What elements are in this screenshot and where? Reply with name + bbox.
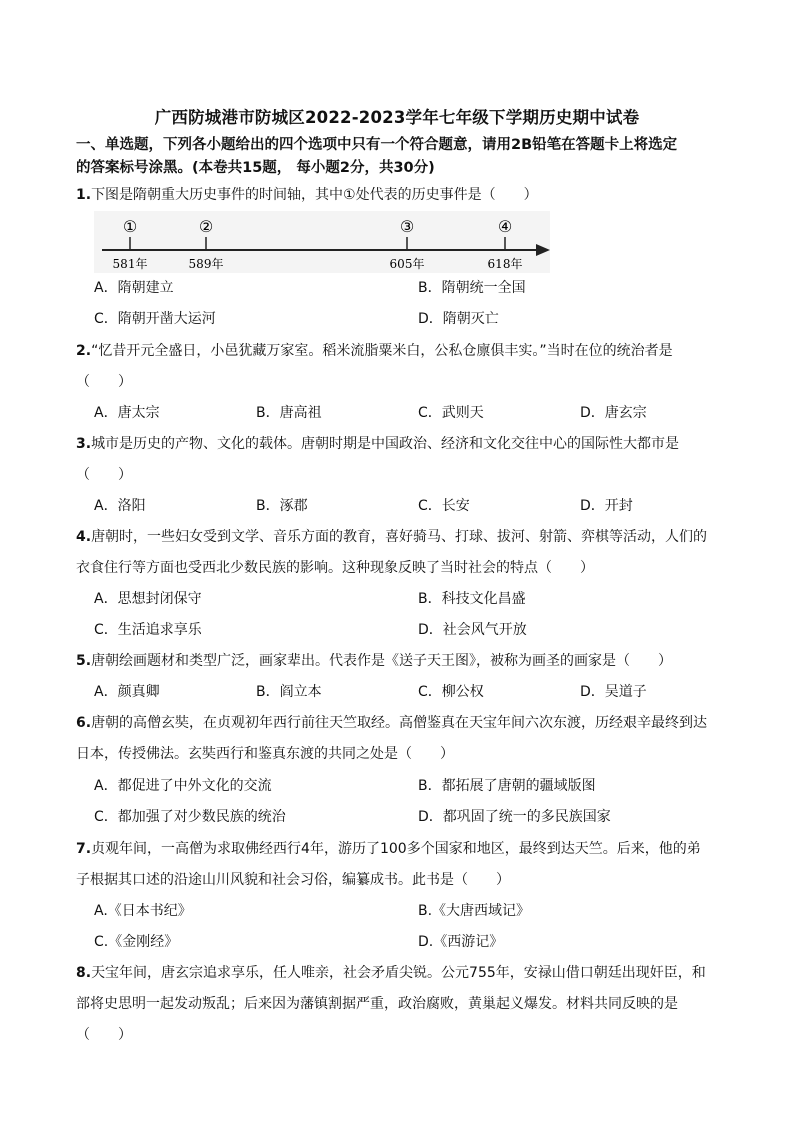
question-line: （ ） — [76, 467, 132, 483]
option-b[interactable]: B．涿郡 — [256, 498, 308, 514]
option-c[interactable]: C．柳公权 — [418, 684, 484, 700]
option-d[interactable]: D．都巩固了统一的多民族国家 — [418, 809, 611, 825]
options-row — [94, 398, 774, 429]
question-line: 6.唐朝的高僧玄奘，在贞观初年西行前往天竺取经。高僧鉴真在天宝年间六次东渡，历经艰辛最终到达 — [76, 715, 708, 731]
question-number: 7. — [76, 841, 92, 857]
question-2 — [76, 336, 776, 398]
option-d[interactable]: D．吴道子 — [580, 684, 647, 700]
section-line-2: 的答案标号涂黑。(本卷共15题， 每小题2分，共30分) — [76, 160, 435, 176]
option-c[interactable]: C．生活追求享乐 — [94, 622, 202, 638]
option-c[interactable]: C．隋朝开凿大运河 — [94, 311, 216, 327]
option-a[interactable]: A．隋朝建立 — [94, 280, 174, 296]
question-3 — [76, 429, 776, 491]
marker-3: ③ — [399, 217, 415, 236]
question-number: 8. — [76, 965, 92, 981]
options-row — [94, 491, 774, 522]
option-b[interactable]: B．阎立本 — [256, 684, 322, 700]
year-label-2: 589年 — [188, 257, 224, 271]
question-number: 3. — [76, 436, 92, 452]
question-line: 衣食住行等方面也受西北少数民族的影响。这种现象反映了当时社会的特点（ ） — [76, 560, 594, 576]
options-row — [94, 677, 774, 708]
question-number: 2. — [76, 343, 92, 359]
year-label-4: 618年 — [487, 257, 523, 271]
option-c[interactable]: C.《金刚经》 — [94, 934, 179, 950]
option-d[interactable]: D．社会风气开放 — [418, 622, 527, 638]
question-number: 1. — [76, 187, 92, 203]
option-d[interactable]: D．唐玄宗 — [580, 405, 647, 421]
option-b[interactable]: B．都拓展了唐朝的疆域版图 — [418, 778, 596, 794]
option-c[interactable]: C．都加强了对少数民族的统治 — [94, 809, 286, 825]
question-line: 日本，传授佛法。玄奘西行和鉴真东渡的共同之处是（ ） — [76, 746, 454, 762]
option-d[interactable]: D．隋朝灭亡 — [418, 311, 499, 327]
options-row — [94, 927, 774, 958]
option-b[interactable]: B．隋朝统一全国 — [418, 280, 526, 296]
option-a[interactable]: A．唐太宗 — [94, 405, 160, 421]
question-1 — [76, 180, 776, 211]
option-c[interactable]: C．武则天 — [418, 405, 484, 421]
question-7 — [76, 834, 776, 896]
option-a[interactable]: A．洛阳 — [94, 498, 146, 514]
marker-2: ② — [198, 217, 214, 236]
question-line: 1.下图是隋朝重大历史事件的时间轴，其中①处代表的历史事件是（ ） — [76, 187, 538, 203]
options-row — [94, 584, 774, 615]
timeline-background — [94, 211, 550, 273]
marker-1: ① — [122, 217, 138, 236]
section-instructions — [76, 134, 776, 180]
option-a[interactable]: A．颜真卿 — [94, 684, 160, 700]
timeline-figure — [94, 211, 550, 273]
options-row — [94, 771, 774, 802]
exam-title: 广西防城港市防城区2022-2023学年七年级下学期历史期中试卷 — [154, 108, 640, 127]
section-line-1: 一、单选题，下列各小题给出的四个选项中只有一个符合题意，请用2B铅笔在答题卡上将选定 — [76, 137, 678, 153]
question-6 — [76, 708, 776, 770]
option-b[interactable]: B.《大唐西域记》 — [418, 903, 531, 919]
marker-4: ④ — [497, 217, 513, 236]
options-row — [94, 615, 774, 646]
question-line: 5.唐朝绘画题材和类型广泛，画家辈出。代表作是《送子天王图》，被称为画圣的画家是（ ） — [76, 653, 673, 669]
option-c[interactable]: C．长安 — [418, 498, 470, 514]
question-4 — [76, 522, 776, 584]
year-label-1: 581年 — [112, 257, 148, 271]
question-number: 4. — [76, 529, 92, 545]
question-8 — [76, 958, 776, 1051]
options-row — [94, 802, 774, 833]
question-line: 2.“忆昔开元全盛日，小邑犹藏万家室。稻米流脂粟米白，公私仓廪俱丰实。”当时在位的统治者是 — [76, 343, 673, 359]
options-row — [94, 304, 774, 335]
question-line: 3.城市是历史的产物、文化的载体。唐朝时期是中国政治、经济和文化交往中心的国际性大都市是 — [76, 436, 680, 452]
option-d[interactable]: D．开封 — [580, 498, 633, 514]
question-line: 4.唐朝时，一些妇女受到文学、音乐方面的教育，喜好骑马、打球、拔河、射箭、弈棋等活动，人们的 — [76, 529, 708, 545]
option-d[interactable]: D.《西游记》 — [418, 934, 504, 950]
option-a[interactable]: A.《日本书纪》 — [94, 903, 192, 919]
option-b[interactable]: B．科技文化昌盛 — [418, 591, 526, 607]
question-line: （ ） — [76, 1027, 132, 1043]
question-5 — [76, 646, 776, 677]
option-b[interactable]: B．唐高祖 — [256, 405, 322, 421]
question-line: （ ） — [76, 374, 132, 390]
year-label-3: 605年 — [389, 257, 425, 271]
option-a[interactable]: A．都促进了中外文化的交流 — [94, 778, 272, 794]
question-number: 6. — [76, 715, 92, 731]
options-row — [94, 896, 774, 927]
options-row — [94, 273, 774, 304]
question-line: 部将史思明一起发动叛乱；后来因为藩镇割据严重，政治腐败，黄巢起义爆发。材料共同反映的是 — [76, 996, 678, 1012]
option-a[interactable]: A．思想封闭保守 — [94, 591, 202, 607]
question-line: 7.贞观年间，一高僧为求取佛经西行4年，游历了100多个国家和地区，最终到达天竺。后来，他的弟 — [76, 841, 701, 857]
question-number: 5. — [76, 653, 92, 669]
question-line: 8.天宝年间，唐玄宗追求享乐，任人唯亲，社会矛盾尖锐。公元755年，安禄山借口朝廷出现奸臣，和 — [76, 965, 706, 981]
question-line: 子根据其口述的沿途山川风貌和社会习俗，编纂成书。此书是（ ） — [76, 872, 510, 888]
